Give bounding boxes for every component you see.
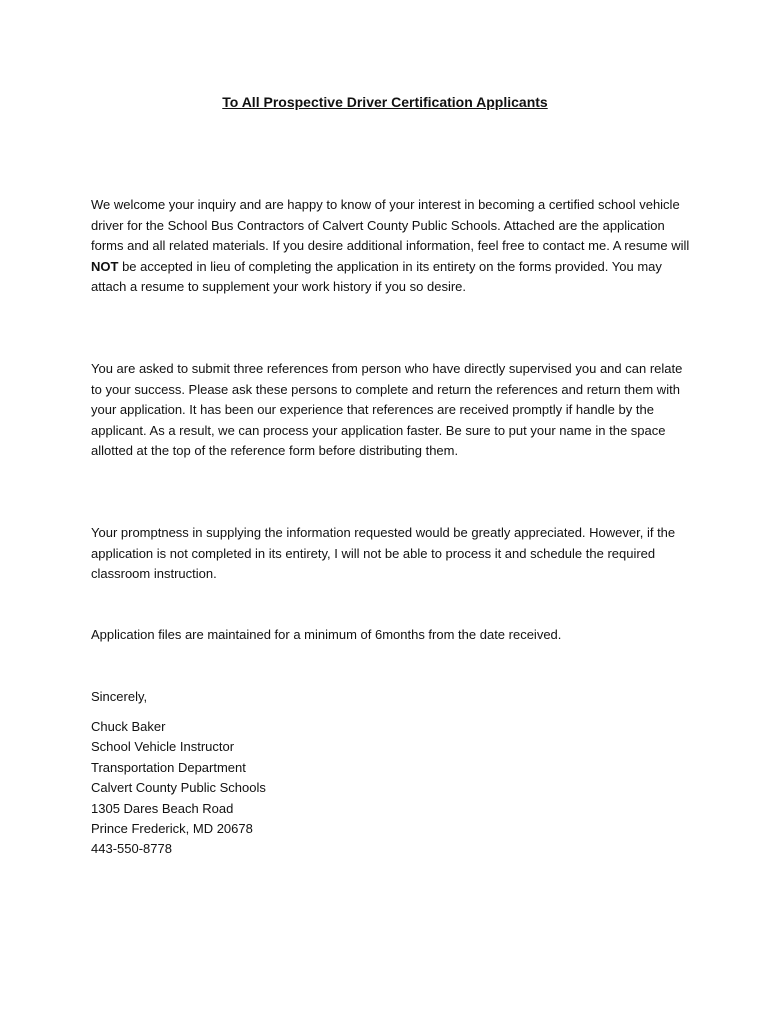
paragraph-welcome-text-1: We welcome your inquiry and are happy to know of your interest in becoming a certified school vehicle driver for the School Bus Contractors of Calvert County Public Schools. Attached are the application forms and all related materials. If you desire additional information, feel free to contact me. A resume will (91, 197, 690, 254)
paragraph-welcome (91, 195, 691, 298)
signature-street: 1305 Dares Beach Road (91, 800, 234, 816)
paragraph-welcome-text-2: be accepted in lieu of completing the application in its entirety on the forms provided. You may attach a resume to supplement your work history if you so desire. (91, 258, 662, 295)
signature-organization: Calvert County Public Schools (91, 780, 266, 796)
signature-city: Prince Frederick, MD 20678 (91, 821, 253, 837)
paragraph-promptness: Your promptness in supplying the information requested would be greatly appreciated. However, if the application is not completed in its entirety, I will not be able to process it and schedule the required classroom instruction. (91, 525, 676, 582)
paragraph-retention: Application files are maintained for a minimum of 6months from the date received. (91, 627, 562, 642)
signature-name: Chuck Baker (91, 719, 166, 734)
signature-position: School Vehicle Instructor (91, 739, 235, 755)
paragraph-references: You are asked to submit three references from person who have directly supervised you and can relate to your success. Please ask these persons to complete and return the references and return them with your application. It has been our experience that references are received promptly if handle by the applicant. As a result, we can process your application faster. Be sure to put your name in the space allotted at the top of the reference form before distributing them. (91, 361, 683, 459)
signature-department: Transportation Department (91, 759, 246, 775)
letter-title: To All Prospective Driver Certification Applicants (222, 94, 548, 110)
emphasis-not: NOT (91, 258, 119, 274)
signature-phone: 443-550-8778 (91, 841, 172, 857)
closing: Sincerely, (91, 689, 148, 704)
signature-block (91, 717, 266, 860)
